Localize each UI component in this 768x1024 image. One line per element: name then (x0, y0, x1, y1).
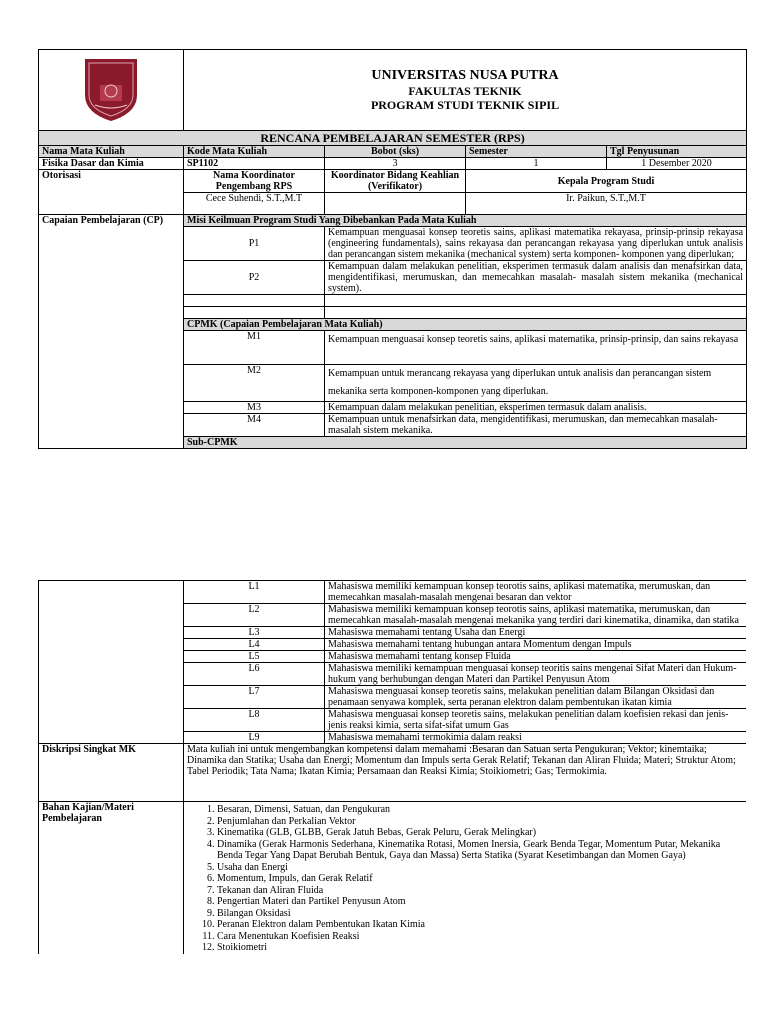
val-tgl: 1 Desember 2020 (607, 158, 747, 170)
cp-code-p2: P2 (184, 261, 325, 295)
list-item: 2. Penjumlahan dan Perkalian Vektor (217, 816, 743, 828)
col-semester: Semester (466, 146, 607, 158)
list-item: 10. Peranan Elektron dalam Pembentukan Ikatan Kimia (217, 919, 743, 931)
faculty-name: FAKULTAS TEKNIK (408, 84, 522, 98)
sub-text-l9: Mahasiswa memahami termokimia dalam reaksi (325, 732, 747, 744)
sub-code-l7: L7 (184, 686, 325, 709)
list-item: 4. Dinamika (Gerak Harmonis Sederhana, Kinematika Rotasi, Momen Inersia, Geark Benda Tegar, Momentum Putar, Mekanika Benda Tegar Yang Dapat Berubah Bentuk, Gaya dan Massa) Serta Statika (Syarat Kesetimbangan dan Momen Gaya) (217, 839, 743, 862)
otorisasi-val1: Cece Suhendi, S.T.,M.T (184, 193, 325, 215)
sub-text-l6: Mahasiswa memiliki kemampuan menguasai konsep teoritis sains mengenai Sifat Materi dan Hukum-hukum yang berhubungan dengan Materi dan Partikel Penyusun Atom (325, 663, 747, 686)
list-item: 6. Momentum, Impuls, dan Gerak Relatif (217, 873, 743, 885)
bahan-label: Bahan Kajian/Materi Pembelajaran (39, 802, 184, 954)
list-item: 5. Usaha dan Energi (217, 862, 743, 874)
rps-page-1 (38, 49, 746, 494)
cpmk-code-m3: M3 (184, 402, 325, 414)
sub-code-l8: L8 (184, 709, 325, 732)
val-semester: 1 (466, 158, 607, 170)
sub-code-l1: L1 (184, 581, 325, 604)
rps-page-2 (38, 580, 746, 1024)
sub-code-l2: L2 (184, 604, 325, 627)
cp-text-p1: Kemampuan menguasai konsep teoretis sains, aplikasi matematika rekayasa, prinsip-prinsip rekayasa (engineering fundamentals), sains rekayasa dan perancangan rekayasa yang diperlukan untuk analisis dan perancangan sistem mekanika (mechanical system) serta komponen- komponen yang diperlukan; (325, 227, 747, 261)
empty-cell (184, 295, 325, 307)
bahan-list-cell (184, 802, 747, 954)
sub-text-l8: Mahasiswa menguasai konsep teoretis sains, melakukan penelitian dalam koefisien rekasi dan jenis-jenis reaksi kimia, serta sifat-sifat umum Gas (325, 709, 747, 732)
program-name: PROGRAM STUDI TEKNIK SIPIL (370, 98, 560, 112)
list-item: 9. Bilangan Oksidasi (217, 908, 743, 920)
otorisasi-val3: Ir. Paikun, S.T.,M.T (466, 193, 747, 215)
sub-cpmk-title: Sub-CPMK (184, 437, 747, 449)
otorisasi-col1: Nama Koordinator Pengembang RPS (184, 170, 325, 193)
list-item: 7. Tekanan dan Aliran Fluida (217, 885, 743, 897)
cpmk-text-m4: Kemampuan untuk menafsirkan data, mengidentifikasi, merumuskan, dan memecahkan masalah- masalah sistem mekanika. (325, 414, 747, 437)
deskripsi-label: Diskripsi Singkat MK (39, 744, 184, 802)
list-item: 12. Stoikiometri (217, 942, 743, 954)
sub-cpmk-blank-label (39, 581, 184, 744)
col-nama-mk: Nama Mata Kuliah (39, 146, 184, 158)
misi-title: Misi Keilmuan Program Studi Yang Dibebankan Pada Mata Kuliah (184, 215, 747, 227)
cp-text-p2: Kemampuan dalam melakukan penelitian, eksperimen termasuk dalam analisis dan menafsirkan data, mengidentifikasi, merumuskan, dan memecahkan masalah- masalah sistem mekanika (mechanical system). (325, 261, 747, 295)
otorisasi-val2 (325, 193, 466, 215)
sub-code-l3: L3 (184, 627, 325, 639)
cpmk-code-m2: M2 (184, 365, 325, 402)
sub-text-l5: Mahasiswa memahami tentang konsep Fluida (325, 651, 747, 663)
sub-text-l1: Mahasiswa memiliki kemampuan konsep teorotis sains, aplikasi matematika, merumuskan, dan memecahkan masalah-masalah mengenai besaran dan vektor (325, 581, 747, 604)
cpmk-text-m3: Kemampuan dalam melakukan penelitian, eksperimen termasuk dalam analisis. (325, 402, 747, 414)
deskripsi-text: Mata kuliah ini untuk mengembangkan kompetensi dalam memahami :Besaran dan Satuan serta Pengukuran; Vektor; kinemtaika; Dinamika dan Statika; Usaha dan Energi; Momentum dan Impuls serta Gerak Relatif; Tekanan dan Aliran Fluida; Materi; Struktur Atom; Tabel Periodik; Tata Nama; Ikatan Kimia; Persamaan dan Reaksi Kimia; Stoikiometri; Gas; Termokimia. (184, 744, 747, 802)
university-name: UNIVERSITAS NUSA PUTRA (371, 68, 559, 83)
empty-cell (325, 295, 747, 307)
cpmk-text-m1: Kemampuan menguasai konsep teoretis sains, aplikasi matematika, prinsip-prinsip, dan sains rekayasa (325, 331, 747, 365)
bahan-list (187, 804, 743, 954)
nusa-putra-logo (81, 55, 141, 123)
list-item: 8. Pengertian Materi dan Partikel Penyusun Atom (217, 896, 743, 908)
otorisasi-label: Otorisasi (39, 170, 184, 215)
sub-cpmk-table (38, 580, 746, 954)
sub-text-l4: Mahasiswa memahami tentang hubungan antara Momentum dengan Impuls (325, 639, 747, 651)
list-item: 11. Cara Menentukan Koefisien Reaksi (217, 931, 743, 943)
empty-cell (184, 307, 325, 319)
rps-title: RENCANA PEMBELAJARAN SEMESTER (RPS) (39, 131, 747, 146)
institution-heading (184, 50, 747, 131)
col-kode-mk: Kode Mata Kuliah (184, 146, 325, 158)
otorisasi-col2: Koordinator Bidang Keahlian (Verifikator) (325, 170, 466, 193)
cpmk-code-m4: M4 (184, 414, 325, 437)
col-tgl: Tgl Penyusunan (607, 146, 747, 158)
cpmk-code-m1: M1 (184, 331, 325, 365)
empty-cell (325, 307, 747, 319)
val-kode-mk: SP1102 (184, 158, 325, 170)
cpmk-title: CPMK (Capaian Pembelajaran Mata Kuliah) (184, 319, 747, 331)
sub-text-l2: Mahasiswa memiliki kemampuan konsep teorotis sains, aplikasi matematika, merumuskan, dan memecahkan masalah-masalah mengenai mekanika yang terdiri dari kinematika, dinamika, dan statika (325, 604, 747, 627)
col-bobot: Bobot (sks) (325, 146, 466, 158)
logo-cell (39, 50, 184, 131)
list-item: 3. Kinematika (GLB, GLBB, Gerak Jatuh Bebas, Gerak Peluru, Gerak Melingkar) (217, 827, 743, 839)
sub-code-l6: L6 (184, 663, 325, 686)
val-bobot: 3 (325, 158, 466, 170)
list-item: 1. Besaran, Dimensi, Satuan, dan Pengukuran (217, 804, 743, 816)
otorisasi-col3: Kepala Program Studi (466, 170, 747, 193)
sub-text-l7: Mahasiswa menguasai konsep teoretis sains, melakukan penelitian dalam Bilangan Oksidasi dan penamaan senyawa komplek, serta peranan elektron dalam pembentukan ikatan kimia (325, 686, 747, 709)
header-table (38, 49, 747, 449)
cpmk-text-m2: Kemampuan untuk merancang rekayasa yang diperlukan untuk analisis dan perancangan sistem mekanika serta komponen-komponen yang diperlukan. (325, 365, 747, 402)
cp-code-p1: P1 (184, 227, 325, 261)
val-nama-mk: Fisika Dasar dan Kimia (39, 158, 184, 170)
sub-code-l4: L4 (184, 639, 325, 651)
sub-code-l9: L9 (184, 732, 325, 744)
sub-text-l3: Mahasiswa memahami tentang Usaha dan Energi (325, 627, 747, 639)
cp-label: Capaian Pembelajaran (CP) (39, 215, 184, 449)
sub-code-l5: L5 (184, 651, 325, 663)
